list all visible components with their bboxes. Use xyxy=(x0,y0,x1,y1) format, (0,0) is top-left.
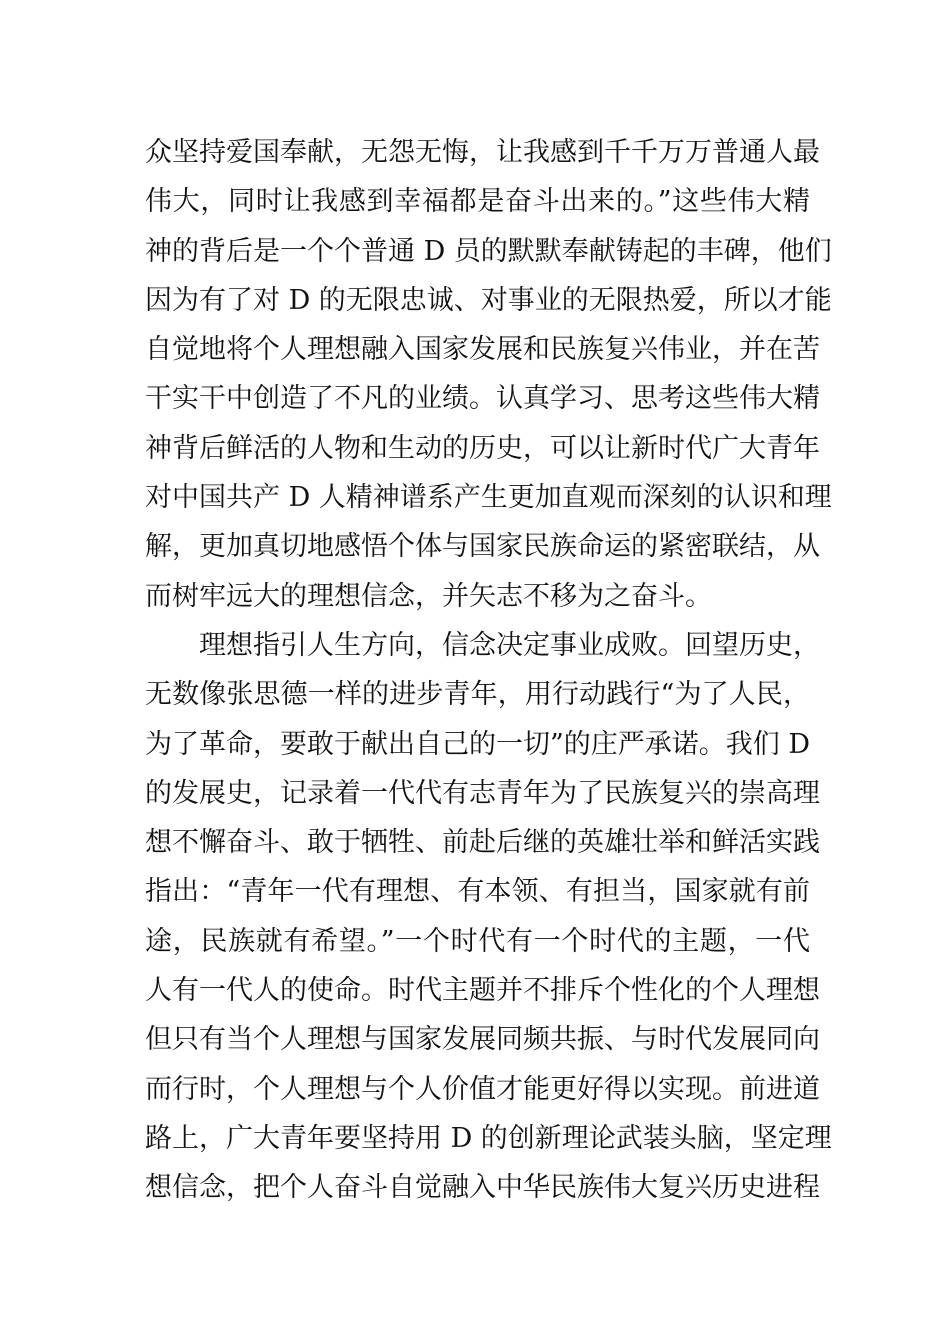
paragraph-2 xyxy=(145,621,832,1213)
text-line: 解，更加真切地感悟个体与国家民族命运的紧密联结，从 xyxy=(145,531,820,563)
text-line: 神的背后是一个个普通 D 员的默默奉献铸起的丰碑，他们 xyxy=(145,235,832,267)
text-line: 但只有当个人理想与国家发展同频共振、与时代发展同向 xyxy=(145,1024,820,1056)
text-line: 无数像张思德一样的进步青年，用行动践行“为了人民， xyxy=(145,679,810,711)
text-line: 而树牢远大的理想信念，并矢志不移为之奋斗。 xyxy=(145,580,712,612)
text-line: 众坚持爱国奉献，无怨无悔，让我感到千千万万普通人最 xyxy=(145,137,820,168)
text-line: 因为有了对 D 的无限忠诚、对事业的无限热爱，所以才能 xyxy=(145,284,832,316)
text-line: 途，民族就有希望。”一个时代有一个时代的主题，一代 xyxy=(145,925,810,957)
text-line: 而行时，个人理想与个人价值才能更好得以实现。前进道 xyxy=(145,1073,820,1105)
text-line: 伟大，同时让我感到幸福都是奋斗出来的。”这些伟大精 xyxy=(145,186,810,218)
text-line: 想信念，把个人奋斗自觉融入中华民族伟大复兴历史进程 xyxy=(145,1172,820,1204)
text-line: 人有一代人的使命。时代主题并不排斥个性化的个人理想 xyxy=(145,975,820,1007)
text-line: 神背后鲜活的人物和生动的历史，可以让新时代广大青年 xyxy=(145,432,820,464)
text-line: 想不懈奋斗、敢于牺牲、前赴后继的英雄壮举和鲜活实践 xyxy=(145,827,820,859)
text-line: 干实干中创造了不凡的业绩。认真学习、思考这些伟大精 xyxy=(145,383,820,415)
text-line: 路上，广大青年要坚持用 D 的创新理论武装头脑，坚定理 xyxy=(145,1122,832,1154)
text-line: 指出：“青年一代有理想、有本领、有担当，国家就有前 xyxy=(145,876,810,908)
text-line: 对中国共产 D 人精神谱系产生更加直观而深刻的认识和理 xyxy=(145,482,832,514)
text-line: 自觉地将个人理想融入国家发展和民族复兴伟业，并在苦 xyxy=(145,334,820,366)
text-line: 的发展史，记录着一代代有志青年为了民族复兴的崇高理 xyxy=(145,777,820,809)
text-line: 为了革命，要敢于献出自己的一切”的庄严承诺。我们 D xyxy=(145,728,811,760)
text-line: 理想指引人生方向，信念决定事业成败。回望历史， xyxy=(199,629,820,661)
body-text xyxy=(145,128,832,1213)
paragraph-1 xyxy=(145,128,832,621)
